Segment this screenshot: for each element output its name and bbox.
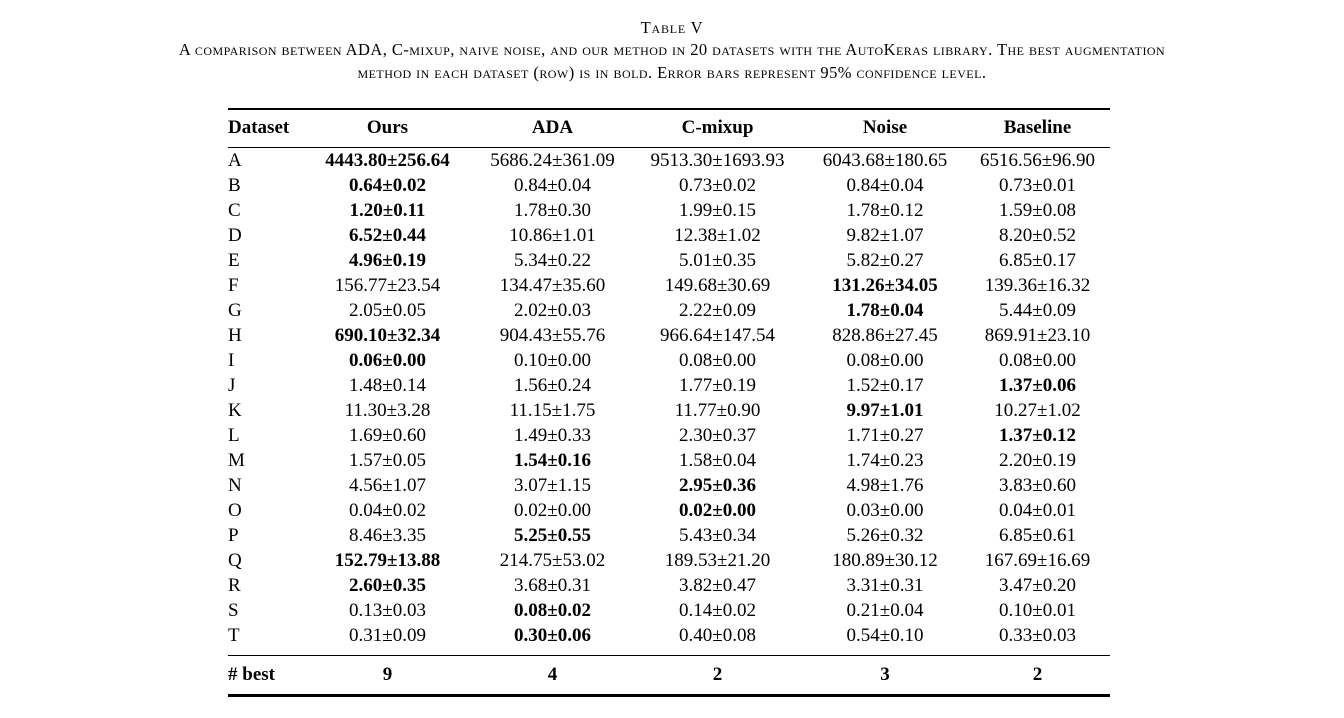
dataset-label-s: S [228, 599, 239, 621]
table-caption [0, 39, 1344, 84]
cell-baseline-s: 0.10±0.01 [999, 599, 1076, 621]
cell-noise-t: 0.54±0.10 [846, 624, 924, 646]
dataset-label-p: P [228, 524, 239, 546]
cell-baseline-a: 6516.56±96.90 [980, 149, 1095, 171]
cell-ours-d: 6.52±0.44 [349, 224, 426, 246]
col-header-ada: ADA [531, 117, 574, 139]
cell-noise-o: 0.03±0.00 [846, 499, 924, 521]
cell-noise-e: 5.82±0.27 [846, 249, 924, 271]
cell-ada-j: 1.56±0.24 [514, 374, 591, 396]
dataset-label-r: R [228, 574, 241, 596]
cell-c-mixup-s: 0.14±0.02 [679, 599, 756, 621]
cell-ours-b: 0.64±0.02 [349, 174, 426, 196]
cell-noise-r: 3.31±0.31 [846, 574, 924, 596]
dataset-label-n: N [228, 474, 242, 496]
table-row-k [228, 398, 1110, 423]
cell-baseline-d: 8.20±0.52 [999, 224, 1076, 246]
cell-c-mixup-h: 966.64±147.54 [660, 324, 775, 346]
cell-c-mixup-n: 2.95±0.36 [679, 474, 756, 496]
best-count-noise: 3 [880, 663, 890, 685]
results-table [228, 108, 1110, 697]
cell-noise-j: 1.52±0.17 [846, 374, 924, 396]
dataset-label-j: J [228, 374, 236, 396]
dataset-label-a: A [228, 149, 242, 171]
cell-baseline-p: 6.85±0.61 [999, 524, 1076, 546]
table-row-q [228, 548, 1110, 573]
cell-c-mixup-j: 1.77±0.19 [679, 374, 756, 396]
cell-noise-h: 828.86±27.45 [832, 324, 938, 346]
cell-ours-o: 0.04±0.02 [349, 499, 426, 521]
table-footer-row [228, 655, 1110, 695]
cell-noise-g: 1.78±0.04 [846, 299, 924, 321]
cell-noise-s: 0.21±0.04 [846, 599, 924, 621]
cell-ada-t: 0.30±0.06 [514, 624, 591, 646]
table-row-m [228, 448, 1110, 473]
cell-noise-l: 1.71±0.27 [846, 424, 924, 446]
dataset-label-q: Q [228, 549, 242, 571]
cell-ada-k: 11.15±1.75 [509, 399, 596, 421]
cell-baseline-q: 167.69±16.69 [984, 549, 1091, 571]
cell-c-mixup-e: 5.01±0.35 [679, 249, 756, 271]
cell-ada-n: 3.07±1.15 [514, 474, 591, 496]
cell-ada-h: 904.43±55.76 [499, 324, 606, 346]
best-count-label: # best [228, 663, 275, 685]
cell-noise-q: 180.89±30.12 [832, 549, 938, 571]
table-row-d [228, 223, 1110, 248]
cell-c-mixup-g: 2.22±0.09 [679, 299, 756, 321]
table-row-n [228, 473, 1110, 498]
cell-ours-t: 0.31±0.09 [349, 624, 426, 646]
cell-c-mixup-a: 9513.30±1693.93 [650, 149, 785, 171]
cell-ours-h: 690.10±32.34 [334, 324, 441, 346]
cell-c-mixup-q: 189.53±21.20 [664, 549, 771, 571]
cell-c-mixup-k: 11.77±0.90 [674, 399, 761, 421]
table-row-h [228, 323, 1110, 348]
cell-c-mixup-f: 149.68±30.69 [664, 274, 771, 296]
table-header-row [228, 109, 1110, 147]
table-row-b [228, 173, 1110, 198]
cell-ada-p: 5.25±0.55 [514, 524, 591, 546]
cell-ada-d: 10.86±1.01 [509, 224, 596, 246]
cell-baseline-h: 869.91±23.10 [984, 324, 1091, 346]
dataset-label-d: D [228, 224, 242, 246]
cell-noise-i: 0.08±0.00 [846, 349, 924, 371]
cell-baseline-n: 3.83±0.60 [999, 474, 1076, 496]
cell-ada-a: 5686.24±361.09 [490, 149, 615, 171]
cell-ours-j: 1.48±0.14 [349, 374, 426, 396]
cell-ours-a: 4443.80±256.64 [325, 149, 450, 171]
col-header-noise: Noise [862, 117, 908, 139]
table-row-g [228, 298, 1110, 323]
dataset-label-e: E [228, 249, 240, 271]
dataset-label-b: B [228, 174, 241, 196]
cell-c-mixup-r: 3.82±0.47 [679, 574, 756, 596]
cell-baseline-g: 5.44±0.09 [999, 299, 1076, 321]
dataset-label-g: G [228, 299, 242, 321]
cell-c-mixup-m: 1.58±0.04 [679, 449, 756, 471]
cell-baseline-c: 1.59±0.08 [999, 199, 1076, 221]
cell-c-mixup-d: 12.38±1.02 [674, 224, 761, 246]
cell-ours-i: 0.06±0.00 [349, 349, 426, 371]
cell-baseline-f: 139.36±16.32 [984, 274, 1091, 296]
cell-noise-k: 9.97±1.01 [846, 399, 924, 421]
cell-ours-g: 2.05±0.05 [349, 299, 426, 321]
cell-c-mixup-i: 0.08±0.00 [679, 349, 756, 371]
col-header-c-mixup: C-mixup [681, 117, 754, 139]
cell-c-mixup-c: 1.99±0.15 [679, 199, 756, 221]
table-caption-line-2: method in each dataset (row) is in bold. Error bars represent 95% confidence level. [357, 62, 987, 82]
table-row-l [228, 423, 1110, 448]
table-row-f [228, 273, 1110, 298]
cell-ours-f: 156.77±23.54 [334, 274, 441, 296]
cell-ours-m: 1.57±0.05 [349, 449, 426, 471]
cell-baseline-b: 0.73±0.01 [999, 174, 1076, 196]
best-count-ada: 4 [547, 663, 558, 685]
cell-ours-p: 8.46±3.35 [349, 524, 426, 546]
cell-noise-m: 1.74±0.23 [846, 449, 924, 471]
cell-c-mixup-p: 5.43±0.34 [679, 524, 756, 546]
best-count-ours: 9 [382, 663, 393, 685]
cell-noise-d: 9.82±1.07 [846, 224, 924, 246]
cell-ours-q: 152.79±13.88 [334, 549, 441, 571]
cell-ours-c: 1.20±0.11 [349, 199, 426, 221]
table-row-a [228, 147, 1110, 173]
cell-ada-e: 5.34±0.22 [514, 249, 591, 271]
cell-noise-a: 6043.68±180.65 [822, 149, 948, 171]
table-row-i [228, 348, 1110, 373]
dataset-label-k: K [228, 399, 242, 421]
col-header-ours: Ours [366, 117, 409, 139]
cell-c-mixup-o: 0.02±0.00 [679, 499, 756, 521]
dataset-label-i: I [228, 349, 235, 371]
cell-noise-c: 1.78±0.12 [846, 199, 924, 221]
cell-ada-m: 1.54±0.16 [514, 449, 591, 471]
dataset-label-t: T [228, 624, 240, 646]
best-count-c-mixup: 2 [712, 663, 723, 685]
cell-noise-f: 131.26±34.05 [832, 274, 938, 296]
cell-noise-b: 0.84±0.04 [846, 174, 924, 196]
dataset-label-l: L [228, 424, 240, 446]
table-row-o [228, 498, 1110, 523]
table-row-s [228, 598, 1110, 623]
cell-baseline-j: 1.37±0.06 [999, 374, 1076, 396]
cell-ada-b: 0.84±0.04 [514, 174, 591, 196]
cell-noise-n: 4.98±1.76 [846, 474, 924, 496]
table-title: Table V [640, 18, 704, 37]
dataset-label-m: M [228, 449, 245, 471]
cell-baseline-l: 1.37±0.12 [999, 424, 1076, 446]
cell-noise-p: 5.26±0.32 [846, 524, 924, 546]
table-row-c [228, 198, 1110, 223]
cell-ada-i: 0.10±0.00 [514, 349, 591, 371]
cell-baseline-i: 0.08±0.00 [999, 349, 1076, 371]
dataset-label-c: C [228, 199, 241, 221]
cell-ada-c: 1.78±0.30 [514, 199, 591, 221]
cell-ada-o: 0.02±0.00 [514, 499, 591, 521]
cell-ours-r: 2.60±0.35 [349, 574, 426, 596]
cell-baseline-e: 6.85±0.17 [999, 249, 1076, 271]
cell-ours-s: 0.13±0.03 [349, 599, 426, 621]
cell-c-mixup-l: 2.30±0.37 [679, 424, 756, 446]
table-row-t [228, 623, 1110, 656]
cell-baseline-o: 0.04±0.01 [999, 499, 1076, 521]
cell-ours-l: 1.69±0.60 [349, 424, 426, 446]
cell-ours-k: 11.30±3.28 [344, 399, 431, 421]
cell-ada-r: 3.68±0.31 [514, 574, 591, 596]
cell-baseline-k: 10.27±1.02 [994, 399, 1081, 421]
col-header-dataset: Dataset [228, 117, 290, 139]
cell-ada-g: 2.02±0.03 [514, 299, 591, 321]
table-caption-line-1: A comparison between ADA, C-mixup, naive noise, and our method in 20 datasets with the AutoKeras library. The best augmentation [178, 40, 1166, 59]
dataset-label-o: O [228, 499, 242, 521]
dataset-label-h: H [228, 324, 242, 346]
cell-ada-q: 214.75±53.02 [499, 549, 606, 571]
cell-ada-s: 0.08±0.02 [514, 599, 591, 621]
cell-ours-n: 4.56±1.07 [349, 474, 426, 496]
cell-baseline-t: 0.33±0.03 [999, 624, 1076, 646]
cell-ada-l: 1.49±0.33 [514, 424, 591, 446]
cell-baseline-r: 3.47±0.20 [999, 574, 1076, 596]
table-row-r [228, 573, 1110, 598]
table-row-e [228, 248, 1110, 273]
cell-c-mixup-t: 0.40±0.08 [679, 624, 756, 646]
col-header-baseline: Baseline [1003, 117, 1072, 139]
table-row-j [228, 373, 1110, 398]
table-row-p [228, 523, 1110, 548]
cell-ada-f: 134.47±35.60 [499, 274, 606, 296]
cell-c-mixup-b: 0.73±0.02 [679, 174, 756, 196]
cell-baseline-m: 2.20±0.19 [999, 449, 1076, 471]
best-count-baseline: 2 [1032, 663, 1043, 685]
cell-ours-e: 4.96±0.19 [349, 249, 426, 271]
dataset-label-f: F [228, 274, 239, 296]
